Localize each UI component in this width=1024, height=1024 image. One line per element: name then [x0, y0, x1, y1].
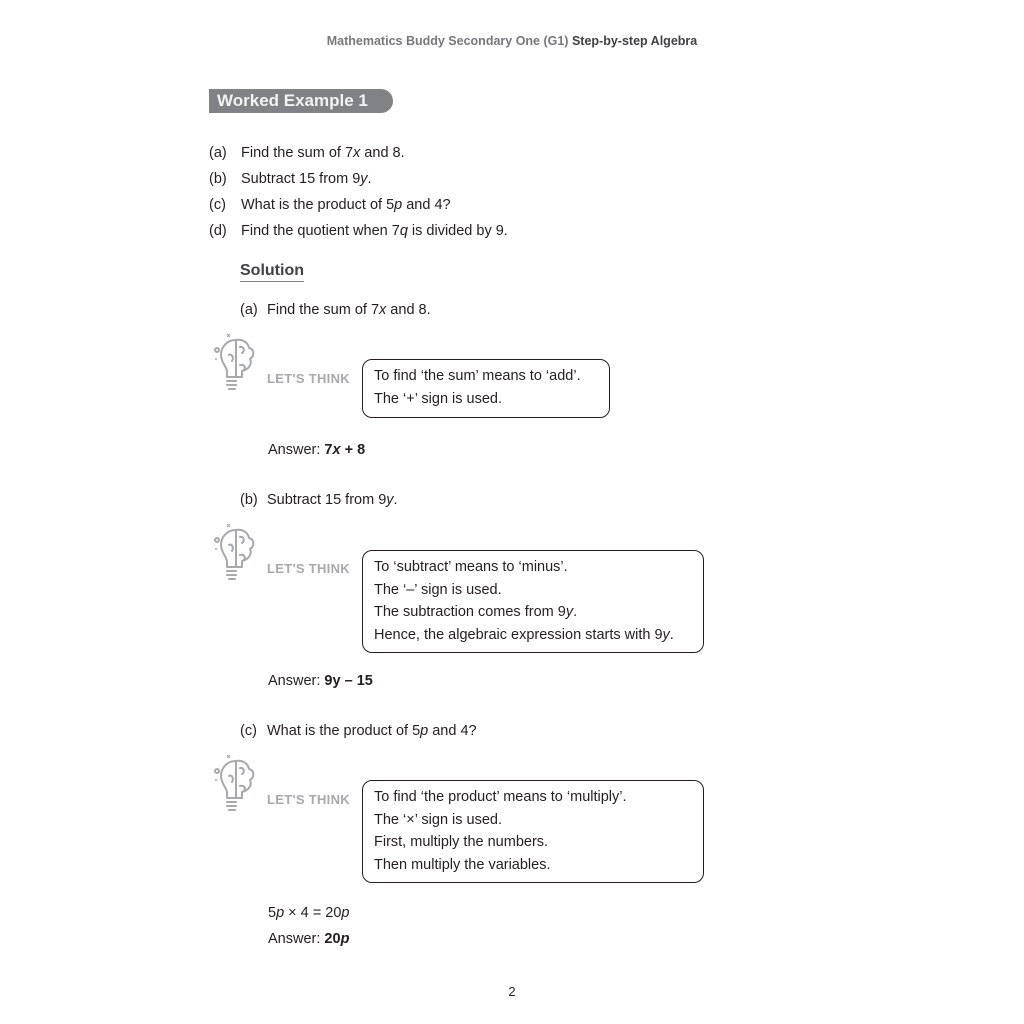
answer-label: Answer:	[268, 931, 321, 947]
answer-value	[324, 673, 372, 689]
question-text: Subtract 15 from 9	[241, 171, 361, 187]
question-text: and 8.	[360, 145, 405, 161]
page-number: 2	[508, 984, 516, 999]
variable: x	[379, 302, 387, 318]
think-text: The subtraction comes from 9	[374, 604, 566, 620]
part-label: (a)	[240, 302, 258, 318]
think-line: The ‘+’ sign is used.	[374, 390, 503, 407]
think-box-b	[362, 550, 704, 653]
answer-coef: 20	[324, 931, 341, 947]
think-line: Then multiply the variables.	[374, 856, 551, 873]
lets-think-label: LET'S THINK	[267, 792, 350, 807]
part-text: Find the sum of 7	[267, 302, 380, 318]
think-text: .	[669, 626, 674, 643]
answer-rest: – 15	[340, 673, 373, 689]
solution-part-c-title	[240, 722, 477, 740]
question-b	[209, 170, 372, 188]
worked-example-badge: Worked Example 1	[209, 89, 393, 113]
answer-var: x	[332, 442, 341, 458]
think-line: First, multiply the numbers.	[374, 834, 549, 850]
answer-var: p	[340, 931, 350, 947]
solution-part-b-title	[240, 491, 398, 509]
question-text: is divided by 9.	[407, 223, 508, 239]
part-text: What is the product of 5	[267, 723, 421, 739]
book-title: Step-by-step Algebra	[571, 34, 698, 48]
answer-coef: 9	[324, 673, 333, 689]
question-label: (d)	[209, 223, 227, 239]
answer-label: Answer:	[268, 442, 321, 458]
answer-var: y	[332, 673, 341, 689]
think-text: Hence, the algebraic expression starts with 9	[374, 626, 663, 643]
running-header	[0, 34, 1024, 48]
answer-a	[268, 442, 365, 458]
question-text: Find the quotient when 7	[241, 223, 400, 239]
question-label: (a)	[209, 145, 227, 161]
variable: y	[565, 604, 574, 620]
part-text: and 8.	[386, 302, 431, 318]
lets-think-label: LET'S THINK	[267, 371, 350, 386]
question-text: and 4?	[402, 197, 451, 213]
variable: p	[341, 905, 350, 921]
think-box-a	[362, 359, 610, 418]
question-a	[209, 144, 405, 162]
think-line: To ‘subtract’ means to ‘minus’.	[374, 559, 568, 575]
solution-part-a-title	[240, 301, 431, 319]
working-c	[268, 905, 349, 921]
question-text: Find the sum of 7	[241, 145, 354, 161]
think-line	[374, 601, 693, 624]
part-text: .	[393, 492, 398, 508]
variable: y	[360, 171, 368, 187]
question-label: (b)	[209, 171, 227, 187]
lets-think-label: LET'S THINK	[267, 561, 350, 576]
variable: p	[394, 197, 403, 213]
lightbulb-brain-icon	[212, 333, 268, 393]
working-text: × 4 = 20	[284, 905, 342, 921]
lightbulb-brain-icon	[212, 754, 268, 814]
answer-label: Answer:	[268, 673, 321, 689]
question-d	[209, 222, 508, 240]
question-text: .	[367, 171, 372, 187]
question-label: (c)	[209, 197, 226, 213]
variable: q	[399, 223, 408, 239]
think-line: To find ‘the product’ means to ‘multiply’.	[374, 789, 627, 805]
part-text: and 4?	[428, 723, 477, 739]
think-line	[374, 624, 693, 647]
solution-heading: Solution	[240, 262, 304, 282]
variable: y	[662, 626, 670, 643]
question-text: What is the product of 5	[241, 197, 395, 213]
variable: p	[420, 723, 429, 739]
book-series: Mathematics Buddy Secondary One (G1)	[326, 34, 569, 48]
question-c	[209, 196, 451, 214]
variable: p	[276, 905, 285, 921]
think-text: .	[573, 604, 578, 620]
think-line: To find ‘the sum’ means to ‘add’.	[374, 368, 581, 384]
think-box-c	[362, 780, 704, 883]
think-line: The ‘×’ sign is used.	[374, 811, 503, 828]
part-text: Subtract 15 from 9	[267, 492, 387, 508]
variable: y	[386, 492, 394, 508]
answer-b	[268, 673, 373, 689]
think-line: The ‘–’ sign is used.	[374, 581, 502, 598]
part-label: (c)	[240, 723, 257, 739]
working-text: 5	[268, 905, 277, 921]
answer-value	[324, 442, 365, 458]
variable: x	[353, 145, 361, 161]
answer-rest: + 8	[340, 442, 366, 458]
answer-c	[268, 931, 349, 947]
answer-coef: 7	[324, 442, 333, 458]
answer-value	[324, 931, 349, 947]
part-label: (b)	[240, 492, 258, 508]
lightbulb-brain-icon	[212, 523, 268, 583]
